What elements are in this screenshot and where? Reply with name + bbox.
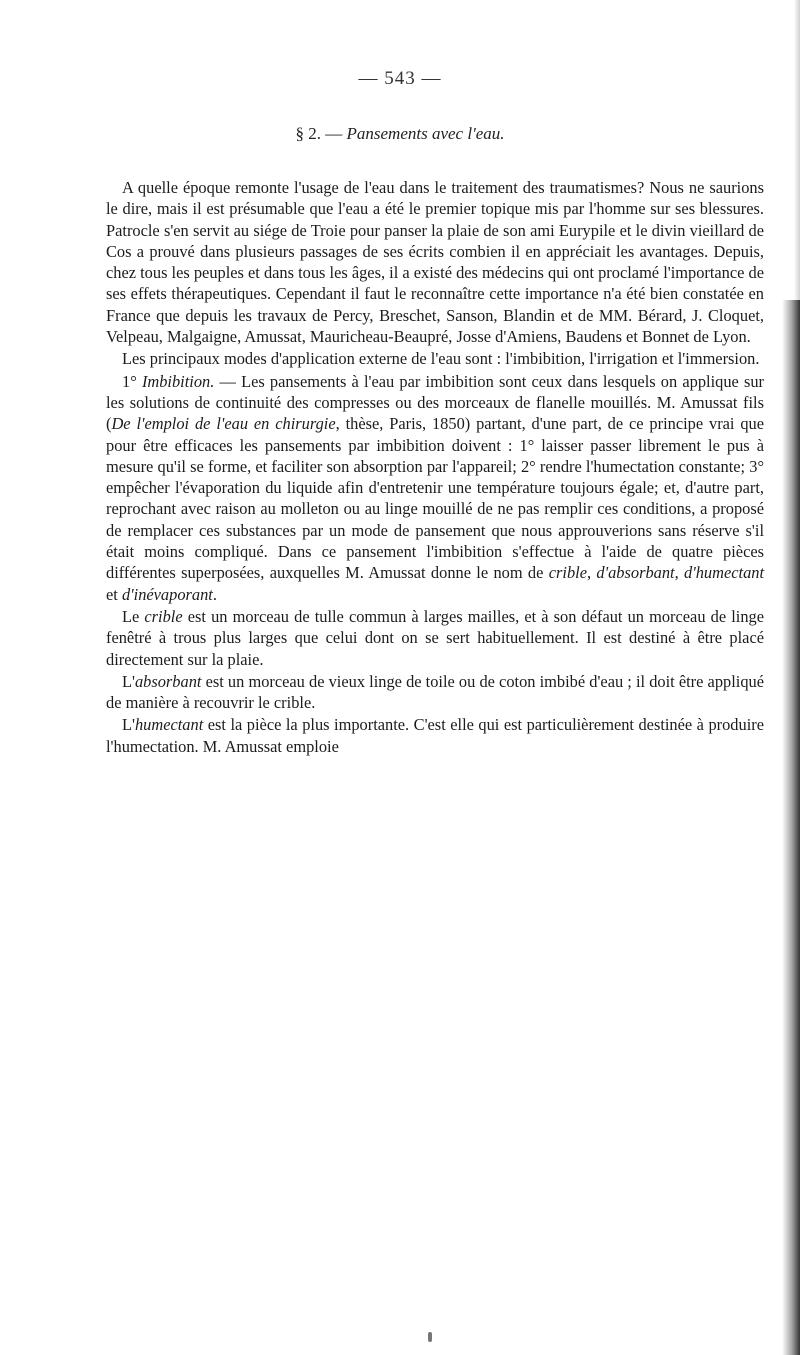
text-run: — Les pansements à l'eau par imbibition sont ceux dans lesquels on applique sur les solutions de continuité des compresses ou des morceaux de flanelle mouillés. M. Amussat fils ( (106, 371, 765, 434)
paragraph (106, 606, 764, 670)
paragraph (106, 671, 764, 714)
italic-text: De l'emploi de l'eau en chirurgie (111, 414, 336, 434)
section-heading (0, 124, 800, 144)
text-run: 1° (122, 371, 142, 391)
text-run: et (106, 584, 122, 604)
italic-text: absorbant (134, 671, 202, 691)
text-run: A quelle époque remonte l'usage de l'eau dans le traitement des traumatismes? Nous ne saurions le dire, mais il est présumable que l'eau a été le premier topique mis par l'homme sur ses blessures. Patrocle s'en servit au siége de Troie pour panser la plaie de son ami Eurypile et le divin vieillard de Cos a prouvé dans plusieurs passages de ses écrits combien il en appréciait les avantages. Depuis, chez tous les peuples et dans tous les âges, il a existé des médecins qui ont proclamé l'importance de ses effets thérapeutiques. Cependant il faut le reconnaître cette importance n'a été bien constatée en France que depuis les travaux de Percy, Breschet, Sanson, Blandin et de MM. Bérard, J. Cloquet, Velpeau, Malgaigne, Amussat, Mauricheau-Beaupré, Josse d'Amiens, Baudens et Bonnet de Lyon. (106, 178, 764, 347)
italic-text: Imbibition. (141, 371, 215, 391)
text-run: , (674, 563, 685, 583)
paragraph (106, 714, 764, 757)
text-run: . (212, 584, 217, 604)
italic-text: d'absorbant (596, 563, 675, 583)
text-run: L' (122, 715, 135, 735)
body-text (106, 177, 764, 757)
paragraph (106, 371, 764, 605)
page-number: — 543 — (358, 68, 442, 89)
italic-text: humectant (134, 715, 204, 735)
text-run: , (586, 563, 597, 583)
text-run: Les principaux modes d'application externe de l'eau sont : l'imbibition, l'irrigation et l'immersion. (122, 349, 760, 369)
italic-text: d'humectant (684, 563, 765, 583)
italic-text: d'inévaporant (121, 584, 213, 604)
section-number: § 2. — (295, 124, 343, 143)
italic-text: crible (548, 563, 587, 583)
text-run: , thèse, Paris, 1850) partant, d'une part, de ce principe vrai que pour être efficaces les pansements par imbibition doivent : 1° laisser passer librement le pus à mesure qu'il se forme, et faciliter son absorption par l'appareil; 2° rendre l'humectation constante; 3° empêcher l'évaporation du liquide afin d'entretenir une température toujours égale; et, d'autre part, reprochant avec raison au molleton ou au linge mouillé de ne pas remplir ces conditions, a proposé de remplacer ces substances par un mode de pansement que nous approuverions sans réserve s'il était moins compliqué. Dans ce pansement l'imbibition s'effectue à l'aide de quatre pièces différentes superposées, auxquelles M. Amussat donne le nom de (106, 414, 765, 583)
paragraph (106, 177, 764, 347)
text-run: est un morceau de vieux linge de toile ou de coton imbibé d'eau ; il doit être appliqué de manière à recouvrir le crible. (106, 671, 764, 713)
ink-speck (428, 1332, 432, 1342)
section-title: Pansements avec l'eau. (346, 124, 505, 143)
text-run: Le (122, 606, 145, 626)
italic-text: crible (144, 606, 183, 626)
paragraph (106, 348, 764, 369)
text-run: est un morceau de tulle commun à larges mailles, et à son défaut un morceau de linge fenêtré à trous plus larges que celui dont on se sert habituellement. Il est destiné à être placé directement sur la plaie. (106, 606, 764, 669)
page-edge-shadow-top (794, 0, 800, 300)
page-edge-shadow (782, 300, 800, 1355)
text-run: est la pièce la plus importante. C'est elle qui est particulièrement destinée à produire l'humectation. M. Amussat emploie (106, 715, 764, 756)
text-run: L' (122, 671, 135, 691)
